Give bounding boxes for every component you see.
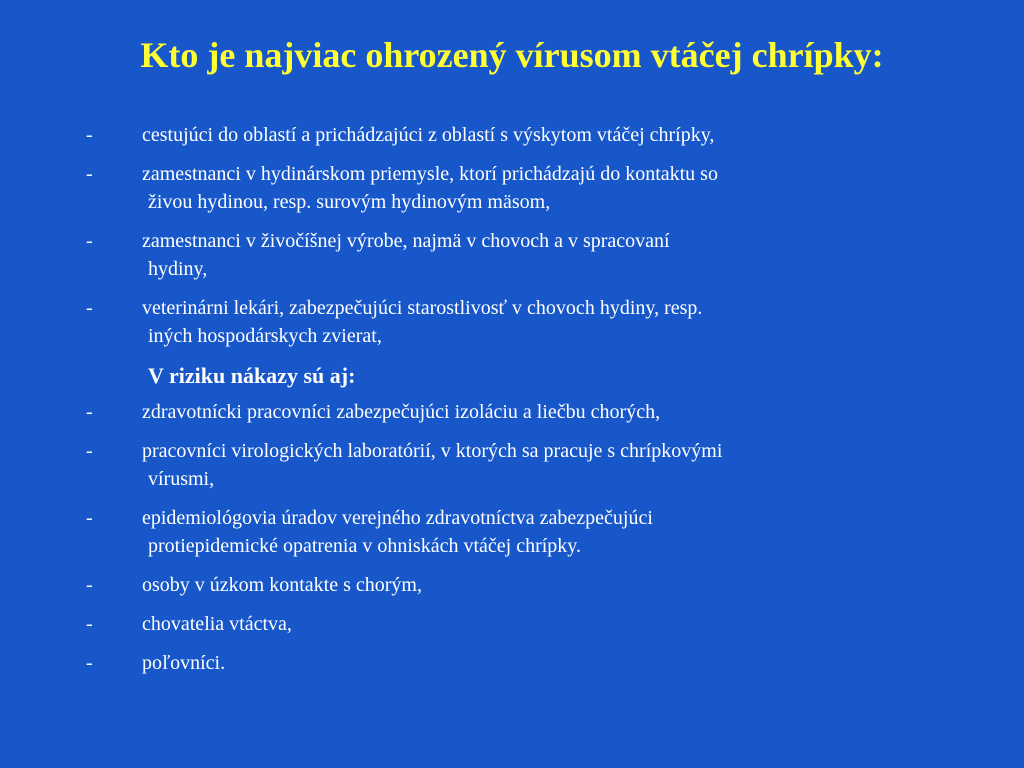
subheading: V riziku nákazy sú aj: [148, 363, 356, 388]
list-item-text: zdravotnícki pracovníci zabezpečujúci izoláciu a liečbu chorých, [142, 401, 661, 423]
list-item-text: epidemiológovia úradov verejného zdravotníctva zabezpečujúci [142, 507, 653, 529]
list-item [86, 160, 966, 216]
list-item [86, 571, 966, 599]
bullet-dash: - [86, 230, 93, 252]
bullet-dash: - [86, 124, 93, 146]
list-item [86, 294, 966, 350]
list-item-text: zamestnanci v hydinárskom priemysle, ktorí prichádzajú do kontaktu so [142, 163, 718, 185]
list-item-text-continued: živou hydinou, resp. surovým hydinovým mäsom, [148, 191, 551, 213]
list-item-text: zamestnanci v živočíšnej výrobe, najmä v chovoch a v spracovaní [142, 230, 670, 252]
list-item [86, 398, 966, 426]
list-item [86, 437, 966, 493]
list-item-text: veterinárni lekári, zabezpečujúci starostlivosť v chovoch hydiny, resp. [142, 297, 703, 319]
list-item [86, 649, 966, 677]
bullet-dash: - [86, 574, 93, 596]
list-item [86, 121, 966, 149]
list-item-text-continued: hydiny, [148, 258, 208, 280]
list-item [86, 610, 966, 638]
list-item [86, 504, 966, 560]
list-item-text-continued: vírusmi, [148, 468, 215, 490]
bullet-dash: - [86, 401, 93, 423]
bullet-dash: - [86, 297, 93, 319]
bullet-dash: - [86, 652, 93, 674]
bullet-dash: - [86, 163, 93, 185]
list-item-text: osoby v úzkom kontakte s chorým, [142, 574, 422, 596]
bullet-dash: - [86, 613, 93, 635]
list-item [86, 227, 966, 283]
list-item-text: cestujúci do oblastí a prichádzajúci z oblastí s výskytom vtáčej chrípky, [142, 124, 715, 146]
list-item-text: poľovníci. [142, 652, 226, 674]
list-item-text: pracovníci virologických laboratórií, v ktorých sa pracuje s chrípkovými [142, 440, 723, 462]
list-item-text: chovatelia vtáctva, [142, 613, 292, 635]
list-item-text-continued: protiepidemické opatrenia v ohniskách vtáčej chrípky. [148, 535, 581, 557]
slide-title: Kto je najviac ohrozený vírusom vtáčej chrípky: [140, 35, 884, 75]
bullet-dash: - [86, 507, 93, 529]
bullet-dash: - [86, 440, 93, 462]
slide-body [86, 121, 966, 688]
list-item-text-continued: iných hospodárskych zvierat, [148, 325, 382, 347]
